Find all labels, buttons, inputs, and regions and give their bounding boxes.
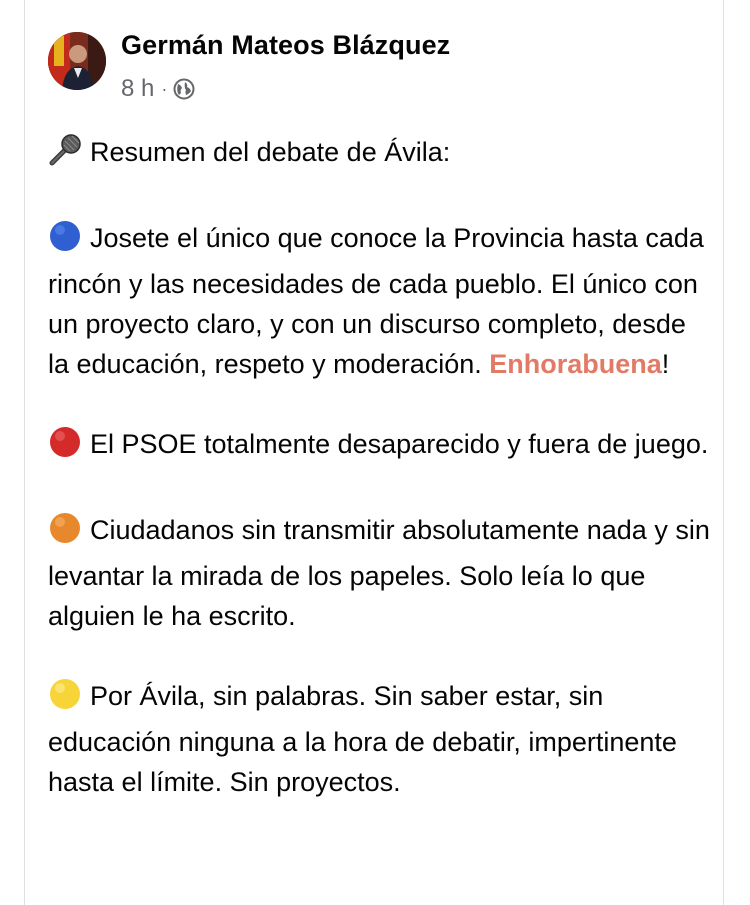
- avatar[interactable]: [48, 32, 106, 90]
- orange-text: Ciudadanos sin transmitir absolutamente nada y sin levantar la mirada de los papeles. Solo leía lo que alguien le ha escrito.: [48, 515, 710, 631]
- yellow-circle-icon: [48, 677, 82, 722]
- hashtag-link[interactable]: Enhorabuena: [489, 349, 662, 379]
- blue-circle-icon: [48, 219, 82, 264]
- post-card: [24, 0, 724, 905]
- yellow-text: Por Ávila, sin palabras. Sin saber estar, sin educación ninguna a la hora de debatir, impertinente hasta el límite. Sin proyectos.: [48, 681, 677, 797]
- author-name[interactable]: Germán Mateos Blázquez: [121, 30, 451, 60]
- blue-paragraph: [48, 218, 713, 384]
- post-intro: [48, 132, 713, 178]
- red-circle-icon: [48, 425, 82, 470]
- post-body: [48, 132, 713, 842]
- yellow-paragraph: [48, 676, 713, 802]
- red-text: El PSOE totalmente desaparecido y fuera de juego.: [90, 429, 709, 459]
- post-meta: [121, 75, 195, 103]
- globe-icon[interactable]: [173, 78, 195, 100]
- blue-text: Josete el único que conoce la Provincia hasta cada rincón y las necesidades de cada pueblo. El único con un proyecto claro, y con un discurso completo, desde la educación, respeto y moderación.: [48, 223, 704, 379]
- microphone-icon: [48, 133, 82, 178]
- meta-separator: ·: [161, 78, 168, 99]
- post-time[interactable]: 8 h: [121, 75, 155, 102]
- orange-paragraph: [48, 510, 713, 636]
- intro-text: Resumen del debate de Ávila:: [90, 137, 451, 167]
- blue-text-end: !: [661, 349, 670, 379]
- red-paragraph: [48, 424, 713, 470]
- orange-circle-icon: [48, 511, 82, 556]
